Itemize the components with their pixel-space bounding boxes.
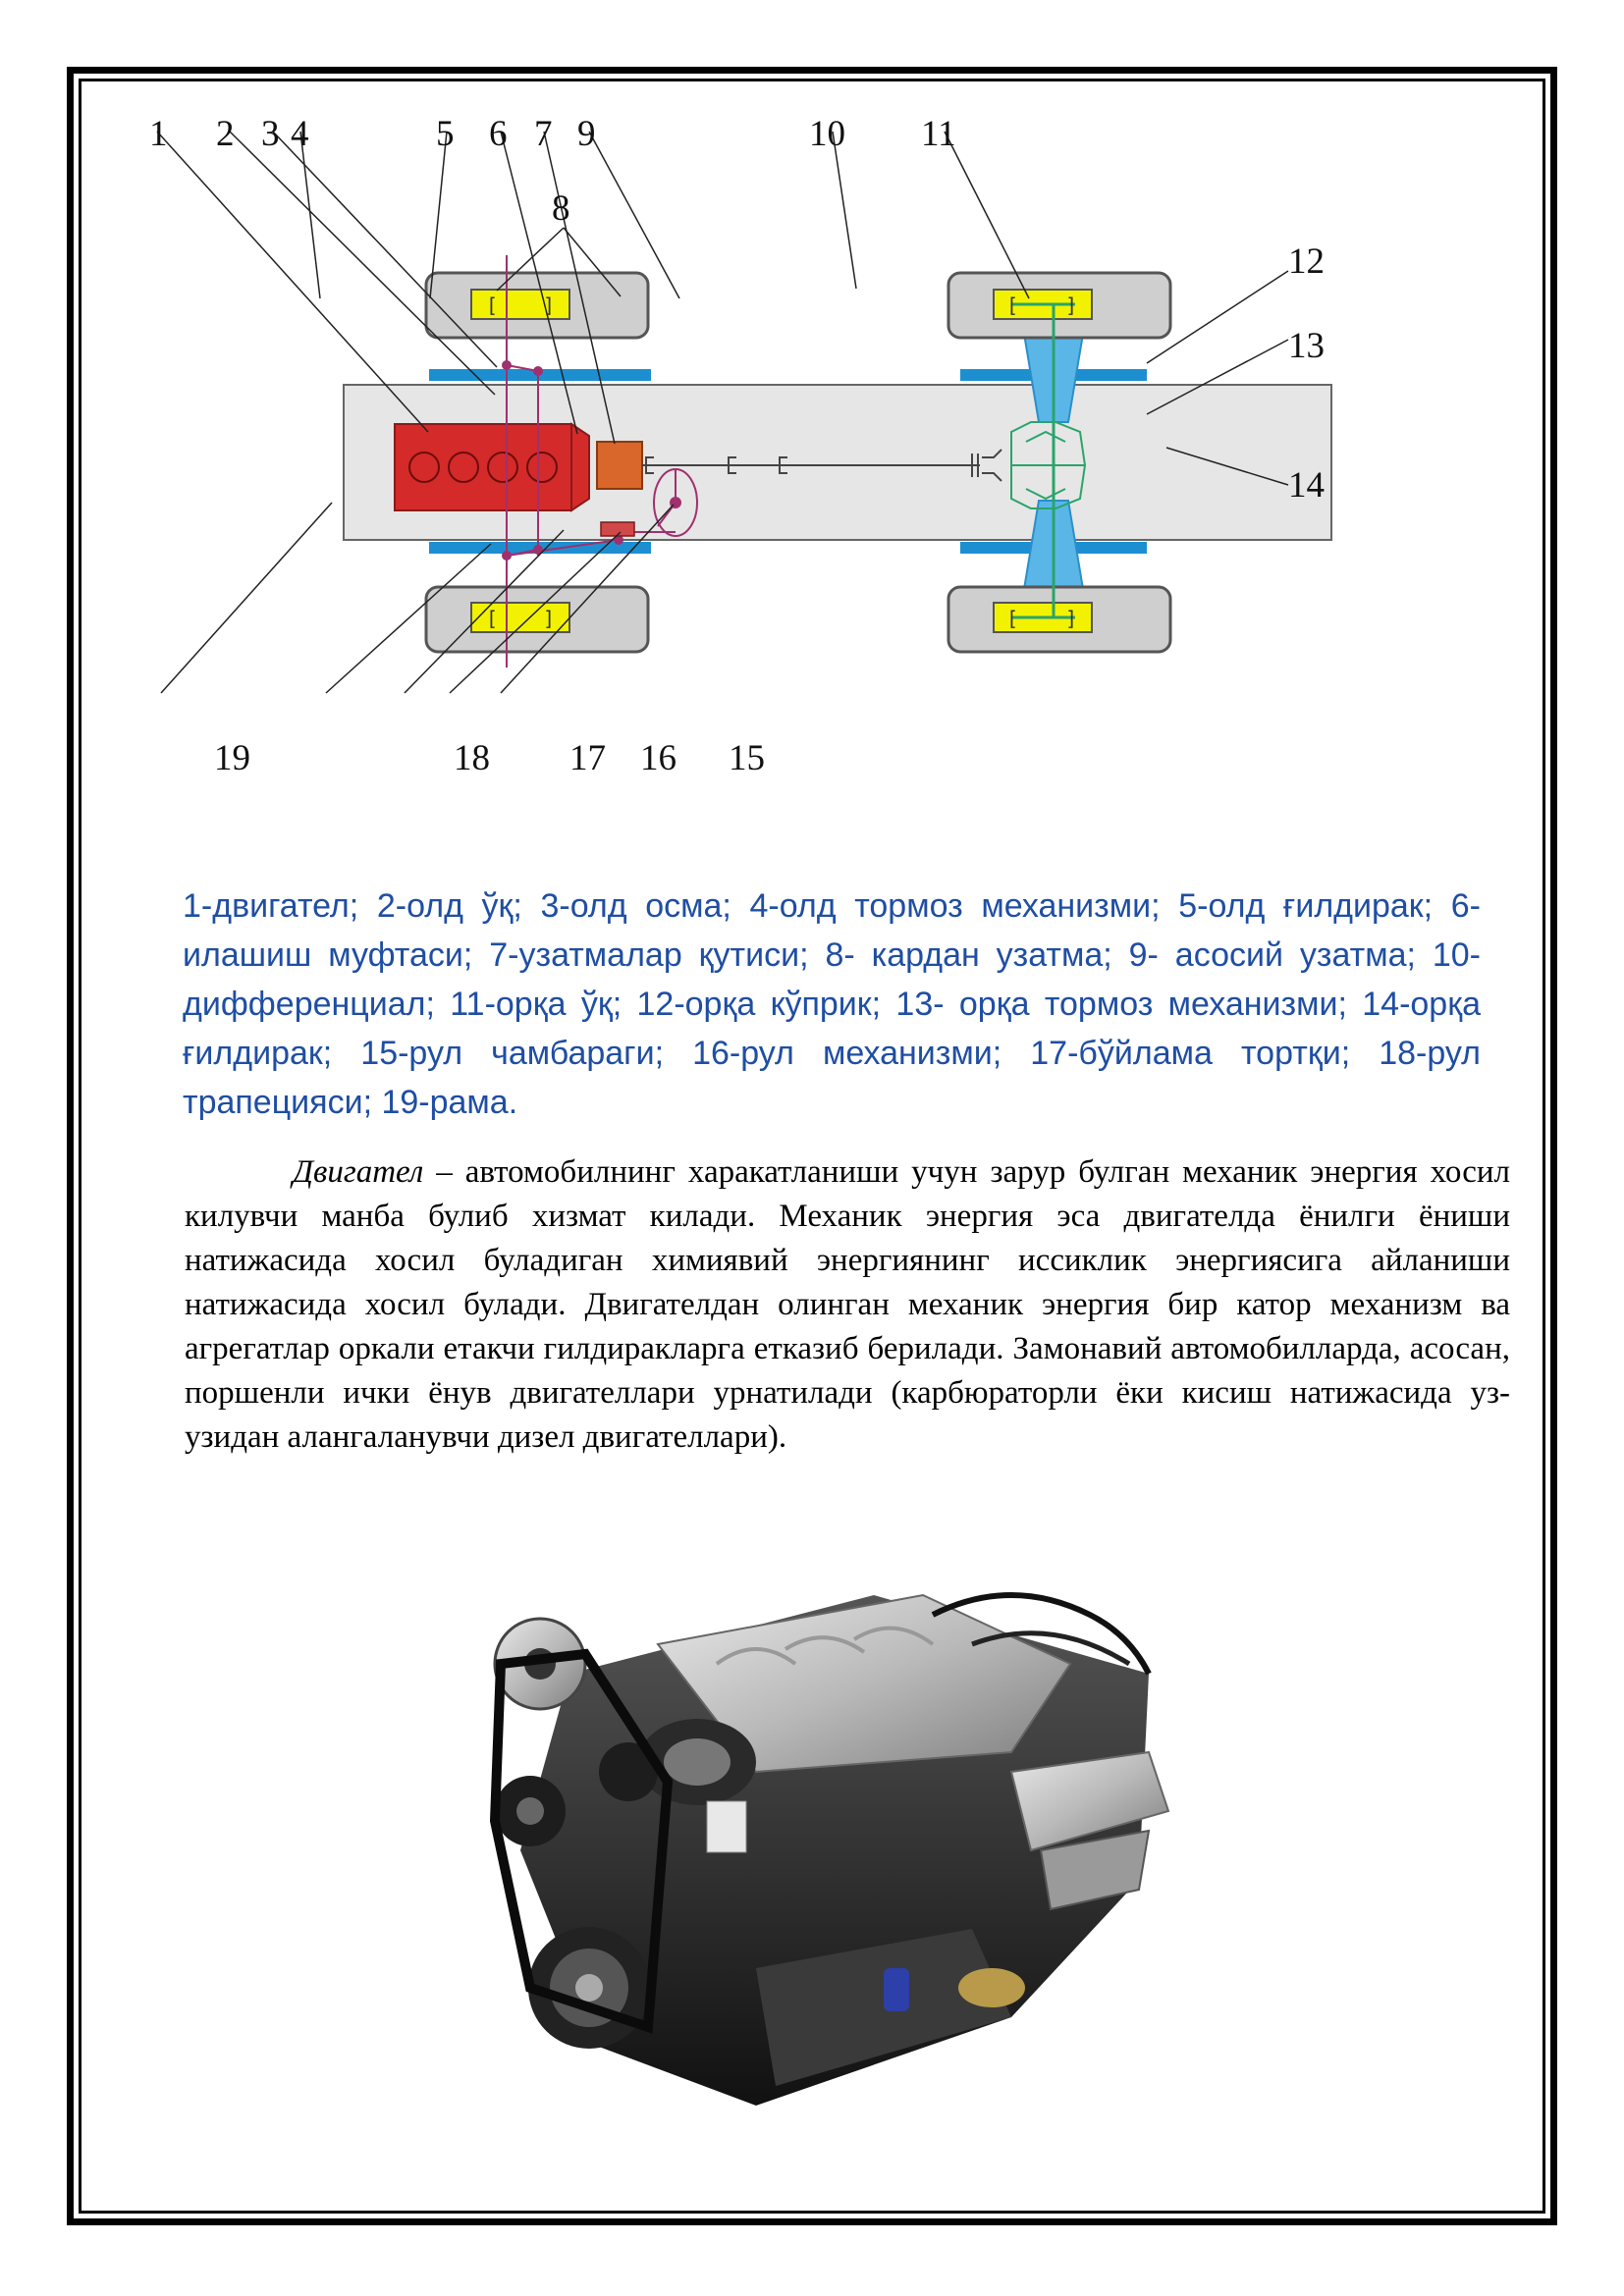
vehicle-layout-diagram [147, 114, 1483, 785]
svg-text:]: ] [543, 607, 556, 630]
label-16: 16 [640, 738, 677, 778]
svg-text:]: ] [1065, 294, 1078, 317]
label-13: 13 [1288, 326, 1325, 366]
engine-photo [461, 1556, 1227, 2125]
label-10: 10 [809, 114, 845, 154]
label-7: 7 [534, 114, 553, 154]
svg-text:[: [ [1006, 294, 1019, 317]
label-5: 5 [436, 114, 455, 154]
label-15: 15 [729, 738, 765, 778]
label-18: 18 [454, 738, 490, 778]
svg-text:[: [ [486, 294, 499, 317]
label-6: 6 [489, 114, 508, 154]
front-right-wheel [426, 587, 648, 652]
label-1: 1 [149, 114, 168, 154]
body-paragraph [185, 1150, 1510, 1460]
label-2: 2 [216, 114, 235, 154]
rear-right-wheel [948, 587, 1170, 652]
body-lead-term: Двигател [293, 1154, 424, 1190]
gearbox [597, 442, 642, 489]
svg-text:]: ] [543, 294, 556, 317]
svg-text:]: ] [1065, 607, 1078, 630]
body-text: – автомобилнинг харакатланиши учун зарур булган механик энергия хосил килувчи манба булиб хизмат килади. Механик энергия эса двигателда ёнилги ёниши натижасида хосил буладиган химиявий энергиянинг иссиклик энергиясига айланиши натижасида хосил булади. Двигателдан олинган механик энергия бир катор механизм ва агрегатлар оркали етакчи гилдиракларга етказиб берилади. Замонавий автомобилларда, асосан, поршенли ички ёнув двигателлари урнатилади (карбюраторли ёки кисиш натижасида уз-узидан алангаланувчи дизел двигателлари). [185, 1154, 1510, 1455]
svg-text:[: [ [1006, 607, 1019, 630]
label-11: 11 [921, 114, 956, 154]
label-4: 4 [291, 114, 309, 154]
label-9: 9 [577, 114, 596, 154]
label-19: 19 [214, 738, 250, 778]
label-8: 8 [552, 188, 570, 229]
engine-block [395, 424, 589, 510]
rear-left-wheel [948, 273, 1170, 338]
svg-text:[: [ [486, 607, 499, 630]
label-14: 14 [1288, 465, 1325, 506]
label-17: 17 [569, 738, 606, 778]
diagram-legend: 1-двигател; 2-олд ўқ; 3-олд осма; 4-олд тормоз механизми; 5-олд ғилдирак; 6-илашиш муфтаси; 7-узатмалар қутиси; 8- кардан узатма; 9- асосий узатма; 10-дифференциал; 11-орқа ўқ; 12-орқа кўприк; 13- орқа тормоз механизми; 14-орқа ғилдирак; 15-рул чамбараги; 16-рул механизми; 17-бўйлама тортқи; 18-рул трапецияси; 19-рама. [183, 887, 1481, 1121]
label-12: 12 [1288, 241, 1325, 282]
label-3: 3 [261, 114, 280, 154]
